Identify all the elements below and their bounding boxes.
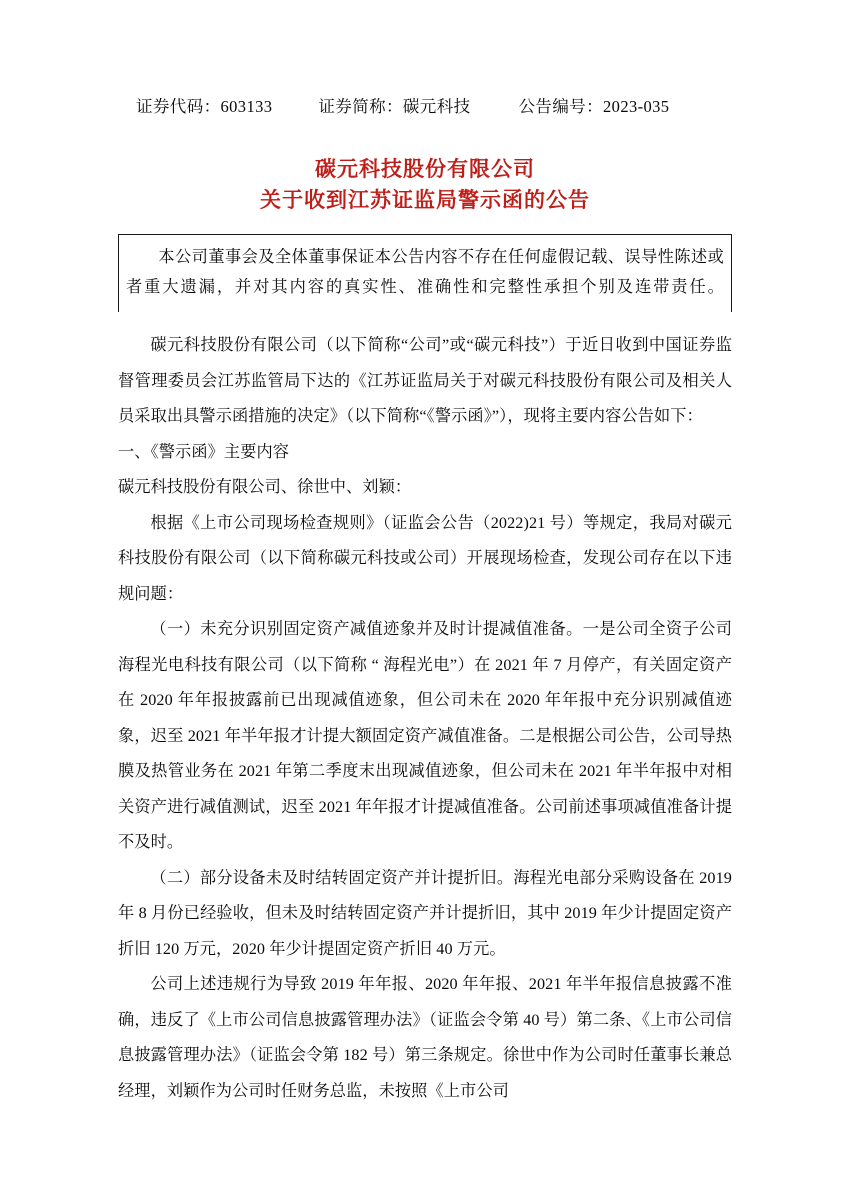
page-title	[118, 154, 732, 216]
security-name-label: 证券简称：	[318, 97, 403, 116]
disclaimer-text: 本公司董事会及全体董事保证本公告内容不存在任何虚假记载、误导性陈述或者重大遗漏，并对其内容的真实性、准确性和完整性承担个别及连带责任。	[126, 248, 724, 296]
announcement-number-value: 2023-035	[603, 97, 670, 116]
document-header	[118, 92, 732, 122]
document-body	[118, 328, 732, 1109]
paragraph-addressees: 碳元科技股份有限公司、徐世中、刘颖：	[118, 478, 412, 496]
paragraph-conclusion: 公司上述违规行为导致 2019 年年报、2020 年年报、2021 年半年报信息披露不准确，违反了《上市公司信息披露管理办法》（证监会令第 40 号）第二条、《上市公司信息披露管理办法》（证监会令第 182 号）第三条规定。徐世中作为公司时任董事长兼总经理，刘颖作为公司时任财务总监，未按照《上市公司	[118, 975, 732, 1100]
title-subject: 关于收到江苏证监局警示函的公告	[260, 188, 590, 212]
security-name-value: 碳元科技	[402, 97, 471, 116]
security-code-label: 证券代码：	[136, 97, 221, 116]
paragraph-intro: 碳元科技股份有限公司（以下简称“公司”或“碳元科技”）于近日收到中国证券监督管理委员会江苏监管局下达的《江苏证监局关于对碳元科技股份有限公司及相关人员采取出具警示函措施的决定》（以下简称“《警示函》”），现将主要内容公告如下：	[118, 336, 732, 425]
security-code-value: 603133	[220, 97, 273, 116]
title-company-name: 碳元科技股份有限公司	[315, 157, 535, 181]
section-one-heading: 一、《警示函》主要内容	[118, 442, 290, 461]
disclaimer-box	[118, 234, 732, 312]
paragraph-inspection-basis: 根据《上市公司现场检查规则》（证监会公告（2022)21 号）等规定，我局对碳元科技股份有限公司（以下简称碳元科技或公司）开展现场检查，发现公司存在以下违规问题：	[118, 513, 732, 603]
paragraph-issue-one: （一）未充分识别固定资产减值迹象并及时计提减值准备。一是公司全资子公司海程光电科技有限公司（以下简称 “ 海程光电”）在 2021 年 7 月停产，有关固定资产在 2020 年年报披露前已出现减值迹象，但公司未在 2020 年年报中充分识别减值迹象，迟至 2021 年半年报才计提大额固定资产减值准备。二是根据公司公告，公司导热膜及热管业务在 2021 年第二季度末出现减值迹象，但公司未在 2021 年半年报中对相关资产进行减值测试，迟至 2021 年年报才计提减值准备。公司前述事项减值准备计提不及时。	[118, 620, 732, 851]
announcement-number-label: 公告编号：	[518, 97, 604, 116]
page-content	[118, 92, 732, 1109]
paragraph-issue-two: （二）部分设备未及时结转固定资产并计提折旧。海程光电部分采购设备在 2019 年 8 月份已经验收，但未及时结转固定资产并计提折旧，其中 2019 年少计提固定资产折旧 120 万元，2020 年少计提固定资产折旧 40 万元。	[118, 868, 732, 958]
